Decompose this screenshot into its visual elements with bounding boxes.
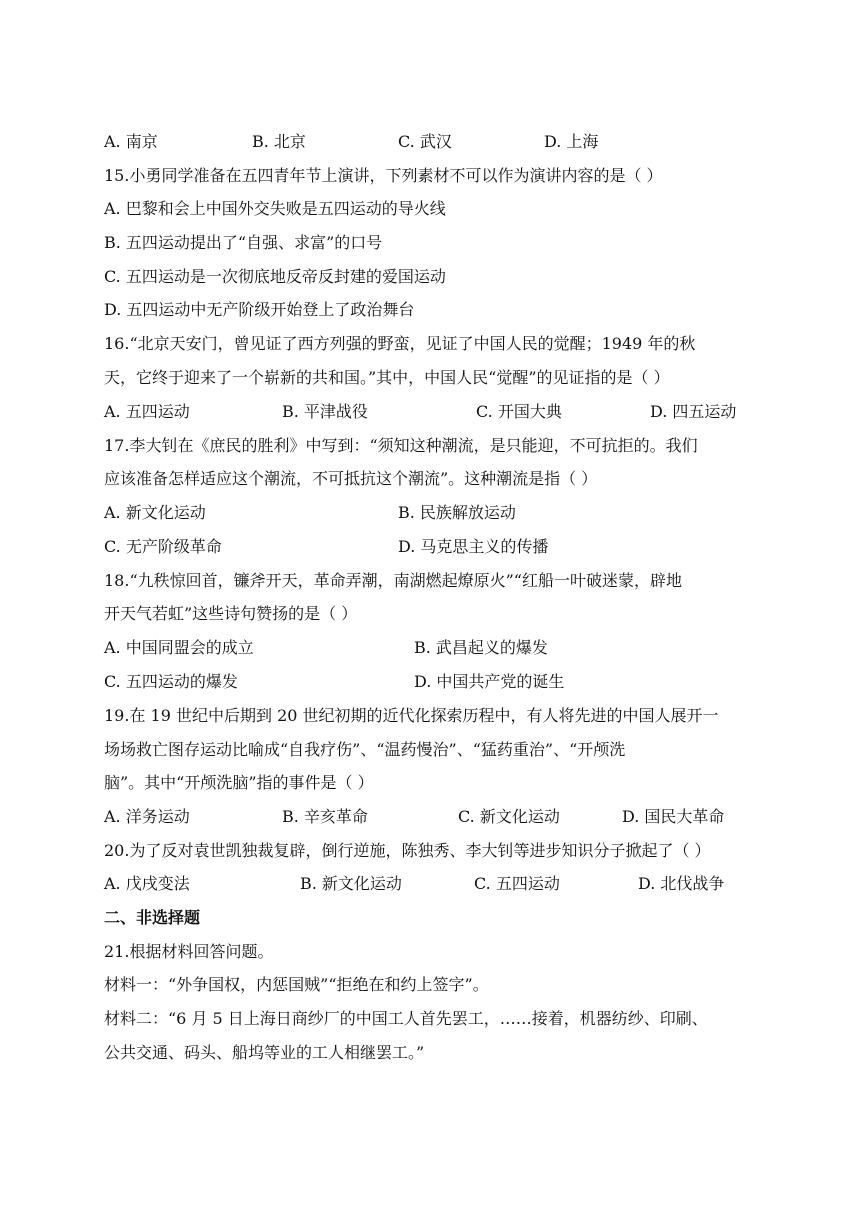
q14-option-d: D. 上海	[544, 132, 599, 151]
q18-option-b: B. 武昌起义的爆发	[414, 638, 548, 657]
q15-option-c: C. 五四运动是一次彻底地反帝反封建的爱国运动	[104, 267, 446, 286]
section-heading: 二、非选择题	[104, 908, 201, 927]
q19-option-d: D. 国民大革命	[622, 807, 725, 826]
q16-stem-line1: 16.“北京天安门，曾见证了西方列强的野蛮，见证了中国人民的觉醒；1949 年的秋	[104, 334, 696, 353]
q16-option-d: D. 四五运动	[650, 402, 737, 421]
q19-option-c: C. 新文化运动	[458, 807, 560, 826]
q15-stem: 15.小勇同学准备在五四青年节上演讲，下列素材不可以作为演讲内容的是（ ）	[104, 166, 663, 185]
q14-option-a: A. 南京	[104, 132, 158, 151]
q16-stem-line2: 天，它终于迎来了一个崭新的共和国。”其中，中国人民“觉醒”的见证指的是（ ）	[104, 368, 670, 387]
q17-option-d: D. 马克思主义的传播	[398, 537, 549, 556]
q17-option-b: B. 民族解放运动	[398, 503, 516, 522]
q21-material2-line2: 公共交通、码头、船坞等业的工人相继罢工。”	[104, 1043, 425, 1062]
q19-stem-line2: 场场救亡图存运动比喻成“自我疗伤”、“温药慢治”、“猛药重治”、“开颅洗	[104, 740, 626, 759]
q21-material1: 材料一：“外争国权，内惩国贼”“拒绝在和约上签字”。	[104, 975, 489, 994]
q20-option-a: A. 戊戌变法	[104, 874, 190, 893]
q21-material2-line1: 材料二：“6 月 5 日上海日商纱厂的中国工人首先罢工，……接着，机器纺纱、印刷、	[104, 1009, 708, 1028]
q20-option-b: B. 新文化运动	[300, 874, 402, 893]
q20-stem: 20.为了反对袁世凯独裁复辟，倒行逆施，陈独秀、李大钊等进步知识分子掀起了（ ）	[104, 841, 711, 860]
q15-option-b: B. 五四运动提出了“自强、求富”的口号	[104, 233, 383, 252]
q15-option-d: D. 五四运动中无产阶级开始登上了政治舞台	[104, 300, 415, 319]
q20-option-d: D. 北伐战争	[638, 874, 725, 893]
q14-option-b: B. 北京	[252, 132, 306, 151]
q19-option-b: B. 辛亥革命	[282, 807, 368, 826]
q17-option-a: A. 新文化运动	[104, 503, 206, 522]
q21-stem: 21.根据材料回答问题。	[104, 942, 274, 961]
q18-stem-line1: 18.“九秩惊回首，镰斧开天，革命弄潮，南湖燃起燎原火”“红船一叶破迷蒙，辟地	[104, 571, 682, 590]
q18-option-c: C. 五四运动的爆发	[104, 672, 238, 691]
q17-stem-line2: 应该准备怎样适应这个潮流，不可抵抗这个潮流”。这种潮流是指（ ）	[104, 469, 598, 488]
q14-option-c: C. 武汉	[398, 132, 452, 151]
q15-option-a: A. 巴黎和会上中国外交失败是五四运动的导火线	[104, 199, 446, 218]
q18-stem-line2: 开天气若虹”这些诗句赞扬的是（ ）	[104, 604, 358, 623]
q17-option-c: C. 无产阶级革命	[104, 537, 222, 556]
q16-option-c: C. 开国大典	[476, 402, 562, 421]
q16-option-a: A. 五四运动	[104, 402, 190, 421]
q20-option-c: C. 五四运动	[474, 874, 560, 893]
q18-option-d: D. 中国共产党的诞生	[414, 672, 565, 691]
q19-option-a: A. 洋务运动	[104, 807, 190, 826]
q18-option-a: A. 中国同盟会的成立	[104, 638, 254, 657]
q19-stem-line3: 脑”。其中“开颅洗脑”指的事件是（ ）	[104, 773, 374, 792]
q19-stem-line1: 19.在 19 世纪中后期到 20 世纪初期的近代化探索历程中，有人将先进的中国人展开一	[104, 706, 719, 725]
q17-stem-line1: 17.李大钊在《庶民的胜利》中写到：“须知这种潮流，是只能迎，不可抗拒的。我们	[104, 436, 698, 455]
q16-option-b: B. 平津战役	[282, 402, 368, 421]
